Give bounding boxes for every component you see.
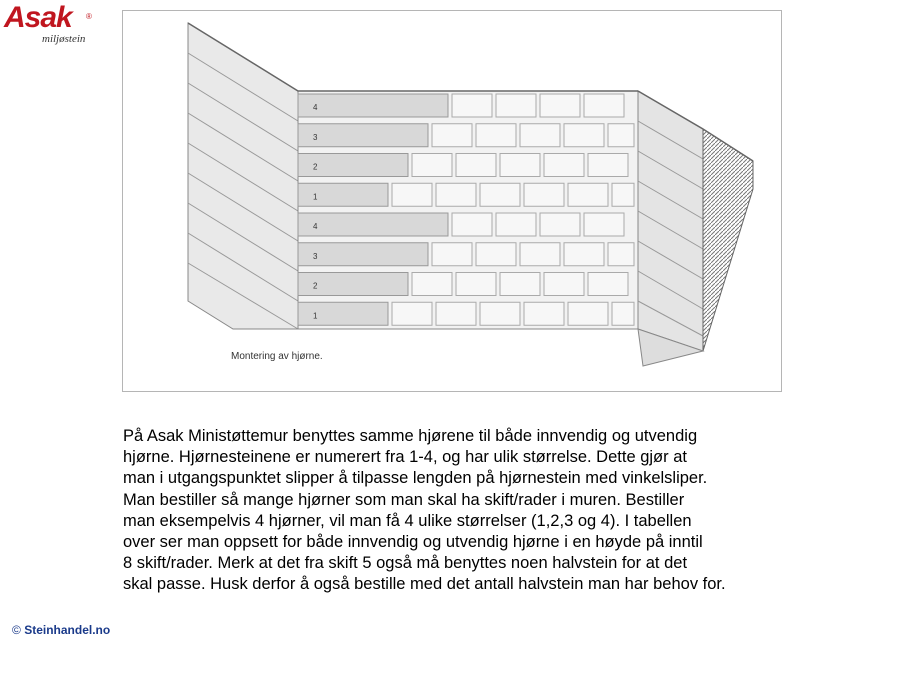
corner-number: 4 [313,222,318,231]
wall-brick [544,273,584,296]
wall-brick [436,183,476,206]
logo-reg-mark: ® [86,12,92,21]
wall-brick [544,154,584,177]
wall-brick [608,124,634,147]
wall-brick [392,183,432,206]
corner-stone [298,124,428,147]
wall-brick [456,273,496,296]
corner-stone [298,243,428,266]
wall-brick [412,273,452,296]
text-line: over ser man oppsett for både innvendig og utvendig hjørne i en høyde på inntil [123,533,703,552]
text-line: man i utgangspunktet slipper å tilpasse lengden på hjørnestein med vinkelsliper. [123,469,708,488]
wall-brick [584,213,624,236]
site-name: Steinhandel.no [24,623,111,637]
wall-brick [412,154,452,177]
wall-brick [432,124,472,147]
wall-brick [496,94,536,117]
wall-brick [584,94,624,117]
logo-brand: Asak [4,1,72,34]
corner-number: 2 [313,281,318,291]
wall-brick [524,183,564,206]
wall-brick [456,154,496,177]
figure-caption: Montering av hjørne. [231,351,323,362]
wall-brick [480,183,520,206]
asak-logo [4,2,104,46]
corner-number: 4 [313,103,318,112]
description-text [123,426,823,596]
copyright-link[interactable] [12,623,110,637]
wall-brick [452,213,492,236]
text-line: På Asak Ministøttemur benyttes samme hjørene til både innvendig og utvendig [123,427,698,445]
corner-number: 3 [313,132,318,142]
wall-brick [608,243,634,266]
wall-brick [520,243,560,266]
wall-brick [540,94,580,117]
corner-number: 1 [313,311,318,321]
wall-brick [432,243,472,266]
wall-brick [568,183,608,206]
text-line: man eksempelvis 4 hjørner, vil man få 4 ulike størrelser (1,2,3 og 4). I tabellen [123,511,692,530]
wall-brick [476,124,516,147]
wall-brick [476,243,516,266]
corner-number: 3 [313,251,318,261]
wall-brick [564,243,604,266]
text-line: skal passe. Husk derfor å også bestille med det antall halvstein man har behov for. [123,575,726,594]
text-line: hjørne. Hjørnesteinene er numerert fra 1-4, og har ulik størrelse. Dette gjør at [123,448,687,467]
wall-brick [588,273,628,296]
wall-brick [568,302,608,325]
text-line: 8 skift/rader. Merk at det fra skift 5 også må benyttes noen halvstein for at det [123,554,688,573]
wall-brick [588,154,628,177]
wall-brick [540,213,580,236]
corner-stone [298,302,388,325]
wall-brick [500,273,540,296]
wall-brick [524,302,564,325]
wall-brick [612,302,634,325]
copyright-symbol: © [12,623,21,637]
logo-tagline: miljøstein [42,33,86,45]
corner-stone [298,94,448,117]
corner-stone [298,183,388,206]
wall-brick [612,183,634,206]
wall-brick [480,302,520,325]
wall-brick [436,302,476,325]
wall-brick [564,124,604,147]
text-line: Man bestiller så mange hjørner som man skal ha skift/rader i muren. Bestiller [123,490,685,509]
wall-brick [496,213,536,236]
wall-illustration [123,11,781,391]
corner-assembly-figure [122,10,782,392]
wall-brick [452,94,492,117]
corner-stone [298,213,448,236]
corner-number: 2 [313,162,318,172]
wall-brick [520,124,560,147]
wall-brick [500,154,540,177]
wall-brick [392,302,432,325]
corner-number: 1 [313,192,318,202]
